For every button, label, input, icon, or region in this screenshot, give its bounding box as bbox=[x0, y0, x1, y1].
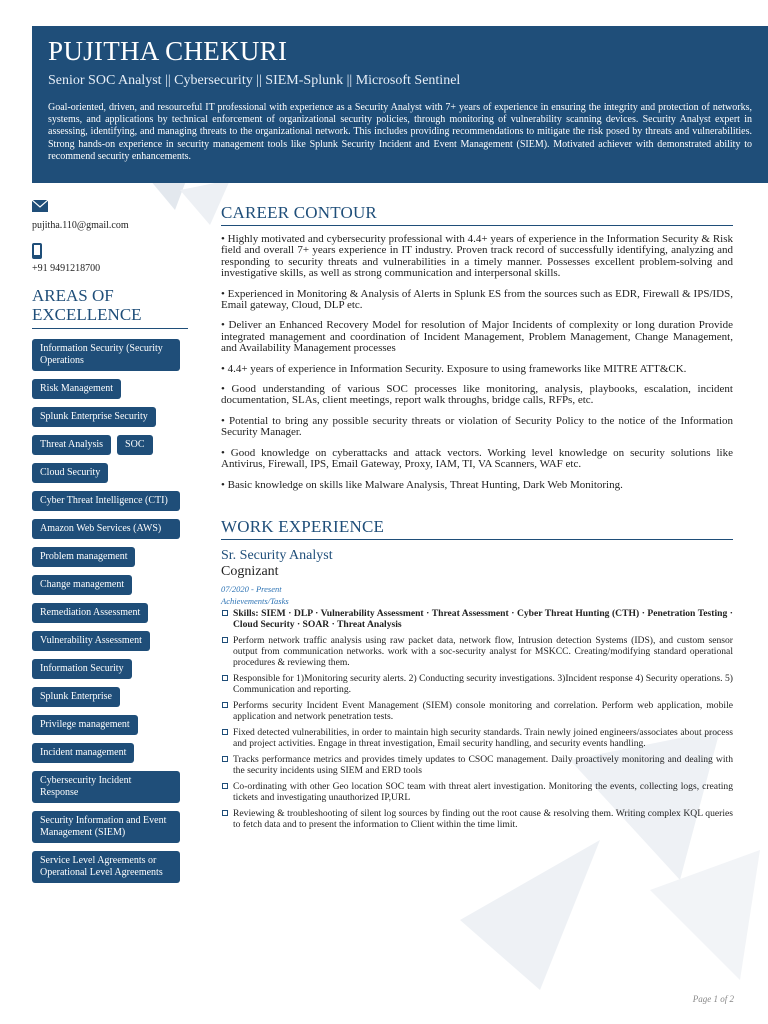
header-banner bbox=[32, 26, 768, 183]
skills-list bbox=[32, 339, 188, 883]
list-item: Responsible for 1)Monitoring security alerts. 2) Conducting security investigations. 3)Incident response 4) Security operations. 5) Communication and reporting. bbox=[221, 673, 733, 695]
list-item: Skills: SIEM · DLP · Vulnerability Assessment · Threat Assessment · Cyber Threat Hunting (CTH) · Penetration Testing · Cloud Security · SOAR · Threat Analysis bbox=[221, 608, 733, 630]
contour-item: • 4.4+ years of experience in Information Security. Exposure to using frameworks like MITRE ATT&CK. bbox=[221, 362, 687, 375]
contour-item: • Deliver an Enhanced Recovery Model for resolution of Major Incidents of complexity or long duration Provide integrated management and coordination of Incident Management, Problem Management, Change Management, and Availability Management processes bbox=[221, 319, 733, 355]
skill-chip: Amazon Web Services (AWS) bbox=[32, 519, 180, 539]
skill-chip: Service Level Agreements or Operational Level Agreements bbox=[32, 851, 180, 883]
skill-chip: Splunk Enterprise bbox=[32, 687, 120, 707]
contour-item: • Potential to bring any possible security threats or violation of Security Policy to the notice of the Information Security Manager. bbox=[221, 414, 733, 439]
skill-chip: Splunk Enterprise Security bbox=[32, 407, 156, 427]
skill-chip: Problem management bbox=[32, 547, 135, 567]
skill-chip: Incident management bbox=[32, 743, 134, 763]
headline: Senior SOC Analyst || Cybersecurity || SIEM-Splunk || Microsoft Sentinel bbox=[48, 73, 461, 88]
skill-chip: Change management bbox=[32, 575, 132, 595]
right-column bbox=[221, 203, 733, 835]
achievements-label: Achievements/Tasks bbox=[221, 595, 289, 606]
achievements-list bbox=[221, 608, 733, 830]
skill-chip: SOC bbox=[117, 435, 152, 455]
list-item: Co-ordinating with other Geo location SOC team with threat alert investigation. Monitoring the events, collecting logs, creating tickets and investigating unauthorized IP,URL bbox=[221, 781, 733, 803]
skill-chip: Remediation Assessment bbox=[32, 603, 148, 623]
skill-chip: Risk Management bbox=[32, 379, 121, 399]
page-number: Page 1 of 2 bbox=[692, 994, 734, 1004]
skill-chip: Cybersecurity Incident Response bbox=[32, 771, 180, 803]
skill-chip: Threat Analysis bbox=[32, 435, 111, 455]
areas-of-excellence-title: AREAS OF EXCELLENCE bbox=[32, 286, 188, 329]
company-name: Cognizant bbox=[221, 563, 279, 579]
candidate-name: PUJITHA CHEKURI bbox=[48, 36, 288, 66]
contour-item: • Basic knowledge on skills like Malware Analysis, Threat Hunting, Dark Web Monitoring. bbox=[221, 478, 623, 491]
list-item: Perform network traffic analysis using raw packet data, network flow, Intrusion detection Systems (IDS), and custom sensor output from communication networks. work with a soc-security analyst for MSKCC. Creating/modifying standard operational procedures & reviewing them. bbox=[221, 635, 733, 668]
list-item: Performs security Incident Event Management (SIEM) console monitoring and correlation. Perform web application, mobile application and network penetration tests. bbox=[221, 700, 733, 722]
skill-chip: Information Security (Security Operations bbox=[32, 339, 180, 371]
contour-item: • Highly motivated and cybersecurity professional with 4.4+ years of experience in the Information Security & Risk field and overall 7+ years experience in IT industry. Proven track record of successfully identifying, analyzing and responding to security threats and vulnerabilities in a timely manner. Possesses excellent problem-solving and investigative skills, as well as strong communication and interpersonal skills. bbox=[221, 233, 733, 280]
profile-summary: Goal-oriented, driven, and resourceful IT professional with experience as a Security Analyst with 7+ years of experience in ensuring the integrity and protection of networks, systems, and applications by technical enforcement of organizational security policies, through monitoring of vulnerability scanning devices. Security Analyst expert in assessing, identifying, and managing threats to the organizational network. This includes providing recommendations to mitigate the risk posed by threats and vulnerabilities. Strong hands-on experience in security management tools like Splunk Security Incident and Event Management (SIEM). Motivated achiever with demonstrated ability to recommend security enhancements. bbox=[48, 102, 752, 162]
envelope-icon bbox=[32, 200, 188, 214]
job-role: Sr. Security Analyst bbox=[221, 547, 333, 563]
skill-chip: Information Security bbox=[32, 659, 132, 679]
career-contour-title: CAREER CONTOUR bbox=[221, 203, 733, 226]
contour-item: • Experienced in Monitoring & Analysis of Alerts in Splunk ES from the sources such as EDR, Firewall & IPS/IDS, Email gateway, Cloud, DLP etc. bbox=[221, 287, 733, 312]
phone-text: +91 9491218700 bbox=[32, 263, 101, 274]
skill-chip: Security Information and Event Management (SIEM) bbox=[32, 811, 180, 843]
skill-chip: Cloud Security bbox=[32, 463, 108, 483]
contour-item: • Good knowledge on cyberattacks and attack vectors. Working level knowledge on security solutions like Antivirus, Firewall, IPS, Email Gateway, Proxy, IAM, TI, VA Scanners, WAF etc. bbox=[221, 446, 733, 471]
job-dates: 07/2020 - Present bbox=[221, 583, 282, 594]
skill-chip: Cyber Threat Intelligence (CTI) bbox=[32, 491, 180, 511]
list-item: Fixed detected vulnerabilities, in order to maintain high security standards. Train newly joined engineers/associates about process and project activities. Engage in threat investigation, Email security handling, and security events handling. bbox=[221, 727, 733, 749]
email-text[interactable]: pujitha.110@gmail.com bbox=[32, 220, 129, 231]
career-contour-list bbox=[221, 234, 733, 491]
skill-chip: Privilege management bbox=[32, 715, 138, 735]
contact-block bbox=[32, 200, 188, 274]
phone-icon bbox=[32, 243, 188, 257]
list-item: Tracks performance metrics and provides timely updates to CSOC management. Daily proactively monitoring and dealing with the security incidents using SIEM and ERD tools bbox=[221, 754, 733, 776]
skill-chip: Vulnerability Assessment bbox=[32, 631, 150, 651]
contour-item: • Good understanding of various SOC processes like monitoring, analysis, playbooks, escalation, incident documentation, SLAs, client meetings, report walk throughs, bridge calls, RFPs, etc. bbox=[221, 383, 733, 407]
work-experience-title: WORK EXPERIENCE bbox=[221, 517, 733, 540]
left-column bbox=[32, 200, 188, 883]
list-item: Reviewing & troubleshooting of silent log sources by finding out the root cause & resolving them. Writing complex KQL queries to fetch data and to present the information to Client within the time limit. bbox=[221, 808, 733, 830]
